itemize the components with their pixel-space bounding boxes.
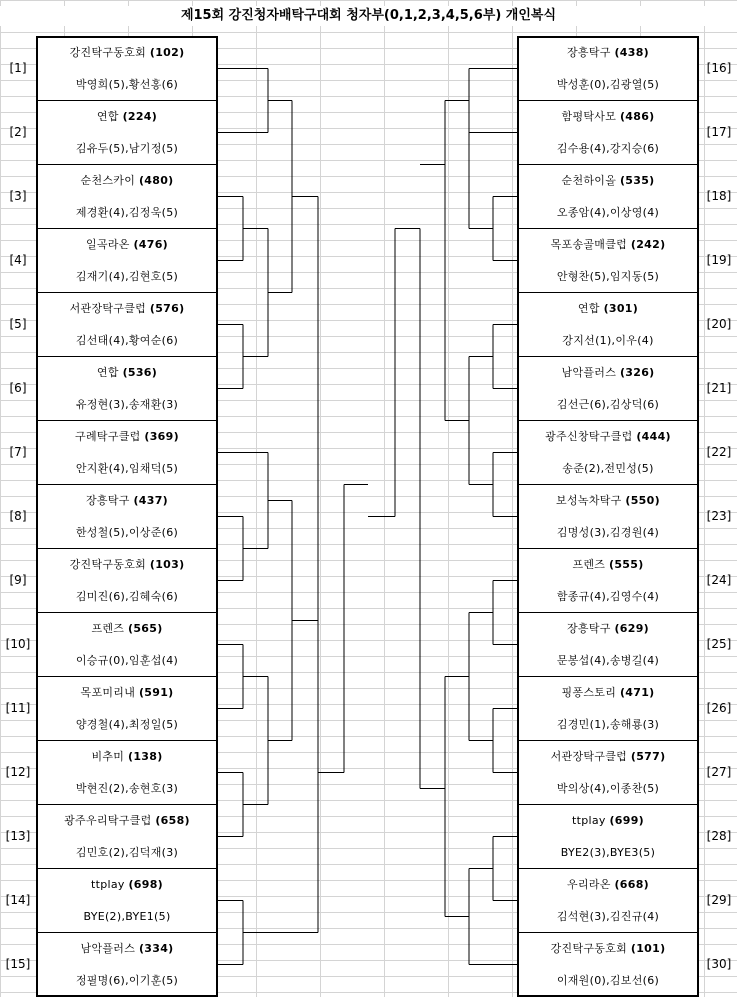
club-number: (535) bbox=[619, 174, 655, 187]
seed-number: [11] bbox=[5, 701, 31, 715]
seed-number: [21] bbox=[706, 381, 732, 395]
team-name bbox=[36, 174, 218, 188]
seed-number: [4] bbox=[9, 253, 27, 267]
team-entry bbox=[36, 356, 218, 420]
seed-number: [26] bbox=[706, 701, 732, 715]
team-name bbox=[36, 622, 218, 636]
club-name: 연합 bbox=[577, 302, 600, 315]
player-names: 이승규(0),임훈섭(4) bbox=[75, 654, 179, 667]
seed-number: [18] bbox=[706, 189, 732, 203]
team-name bbox=[36, 366, 218, 380]
team-entry bbox=[36, 420, 218, 484]
player-names: 김민호(2),김덕재(3) bbox=[75, 846, 179, 859]
team-entry bbox=[36, 804, 218, 868]
club-number: (565) bbox=[128, 622, 163, 635]
team-entry bbox=[517, 868, 699, 932]
player-names: 김수용(4),강지승(6) bbox=[556, 142, 660, 155]
player-names: 정필명(6),이기훈(5) bbox=[75, 974, 179, 987]
player-names: 박성훈(0),김광열(5) bbox=[556, 78, 660, 91]
club-number: (699) bbox=[609, 814, 645, 827]
team-name bbox=[517, 814, 699, 828]
team-name bbox=[36, 238, 218, 252]
team-entry bbox=[36, 228, 218, 292]
team-entry bbox=[36, 484, 218, 548]
player-names: 박의상(4),이종찬(5) bbox=[556, 782, 660, 795]
club-name: 핑퐁스토리 bbox=[561, 686, 617, 699]
club-number: (668) bbox=[614, 878, 650, 891]
seed-number: [23] bbox=[706, 509, 732, 523]
player-names: 송준(2),전민성(5) bbox=[562, 462, 654, 475]
club-name: ttplay bbox=[571, 814, 606, 827]
club-name: 장흥탁구 bbox=[566, 622, 611, 635]
player-names: 한성철(5),이상준(6) bbox=[75, 526, 179, 539]
player-names: 강지선(1),이우(4) bbox=[562, 334, 654, 347]
team-name bbox=[517, 558, 699, 572]
team-name bbox=[517, 174, 699, 188]
club-number: (629) bbox=[614, 622, 650, 635]
club-name: 연합 bbox=[96, 110, 119, 123]
team-name bbox=[36, 46, 218, 60]
seed-number: [5] bbox=[9, 317, 27, 331]
player-names: 유정현(3),송재환(3) bbox=[75, 398, 179, 411]
club-number: (576) bbox=[149, 302, 185, 315]
team-entry bbox=[517, 932, 699, 996]
club-name: 남악플러스 bbox=[561, 366, 617, 379]
team-name bbox=[517, 686, 699, 700]
team-name bbox=[36, 750, 218, 764]
seed-number: [30] bbox=[706, 957, 732, 971]
seed-number: [14] bbox=[5, 893, 31, 907]
team-name bbox=[36, 110, 218, 124]
club-name: 함평탁사모 bbox=[561, 110, 617, 123]
club-number: (438) bbox=[614, 46, 650, 59]
club-number: (486) bbox=[619, 110, 655, 123]
club-name: 목포송골매클럽 bbox=[550, 238, 628, 251]
team-entry bbox=[36, 740, 218, 804]
club-name: 순천하이올 bbox=[561, 174, 617, 187]
team-name bbox=[36, 814, 218, 828]
seed-number: [20] bbox=[706, 317, 732, 331]
seed-number: [8] bbox=[9, 509, 27, 523]
team-name bbox=[517, 110, 699, 124]
player-names: BYE2(3),BYE3(5) bbox=[560, 846, 656, 859]
seed-number: [13] bbox=[5, 829, 31, 843]
team-entry bbox=[517, 100, 699, 164]
player-names: 김선태(4),황여순(6) bbox=[75, 334, 179, 347]
team-entry bbox=[517, 228, 699, 292]
player-names: 문봉섭(4),송병길(4) bbox=[556, 654, 660, 667]
seed-number: [12] bbox=[5, 765, 31, 779]
club-name: 서관장탁구클럽 bbox=[69, 302, 147, 315]
club-number: (326) bbox=[619, 366, 655, 379]
player-names: 오종암(4),이상영(4) bbox=[556, 206, 660, 219]
team-entry bbox=[517, 676, 699, 740]
player-names: 안지환(4),임채덕(5) bbox=[75, 462, 179, 475]
player-names: 함종규(4),김영수(4) bbox=[556, 590, 660, 603]
club-number: (536) bbox=[122, 366, 158, 379]
seed-number: [15] bbox=[5, 957, 31, 971]
player-names: 김석현(3),김진규(4) bbox=[556, 910, 660, 923]
club-number: (476) bbox=[133, 238, 169, 251]
club-number: (698) bbox=[128, 878, 164, 891]
club-number: (369) bbox=[144, 430, 179, 443]
team-entry bbox=[36, 36, 218, 100]
club-number: (103) bbox=[149, 558, 185, 571]
team-name bbox=[36, 878, 218, 892]
team-entry bbox=[36, 100, 218, 164]
player-names: 김경민(1),송해룡(3) bbox=[556, 718, 660, 731]
club-number: (555) bbox=[609, 558, 644, 571]
club-name: 광주신창탁구클럽 bbox=[545, 430, 633, 443]
seed-number: [1] bbox=[9, 61, 27, 75]
club-number: (334) bbox=[138, 942, 174, 955]
seed-number: [17] bbox=[706, 125, 732, 139]
club-name: 강진탁구동호회 bbox=[69, 558, 147, 571]
player-names: BYE(2),BYE1(5) bbox=[83, 910, 171, 923]
club-number: (591) bbox=[138, 686, 174, 699]
club-name: 구례탁구클럽 bbox=[75, 430, 141, 443]
team-name bbox=[517, 302, 699, 316]
team-name bbox=[36, 942, 218, 956]
team-name bbox=[517, 622, 699, 636]
team-entry bbox=[517, 804, 699, 868]
club-name: 우리라온 bbox=[566, 878, 611, 891]
player-names: 박현진(2),송현호(3) bbox=[75, 782, 179, 795]
player-names: 김유두(5),남기정(5) bbox=[75, 142, 179, 155]
team-entry bbox=[517, 36, 699, 100]
club-name: 순천스카이 bbox=[80, 174, 136, 187]
club-number: (658) bbox=[155, 814, 190, 827]
team-entry bbox=[517, 548, 699, 612]
club-number: (242) bbox=[630, 238, 666, 251]
team-name bbox=[517, 494, 699, 508]
player-names: 제경환(4),김정욱(5) bbox=[75, 206, 179, 219]
seed-number: [29] bbox=[706, 893, 732, 907]
team-name bbox=[517, 366, 699, 380]
club-name: 서관장탁구클럽 bbox=[550, 750, 628, 763]
club-number: (480) bbox=[138, 174, 174, 187]
player-names: 김재기(4),김현호(5) bbox=[75, 270, 179, 283]
team-entry bbox=[517, 612, 699, 676]
seed-number: [6] bbox=[9, 381, 27, 395]
seed-number: [7] bbox=[9, 445, 27, 459]
team-name bbox=[36, 686, 218, 700]
club-name: 강진탁구동호회 bbox=[69, 46, 147, 59]
team-entry bbox=[517, 356, 699, 420]
player-names: 박영희(5),황선홍(6) bbox=[75, 78, 179, 91]
club-number: (102) bbox=[149, 46, 185, 59]
club-number: (138) bbox=[128, 750, 163, 763]
club-name: 장흥탁구 bbox=[566, 46, 611, 59]
team-entry bbox=[36, 548, 218, 612]
seed-number: [22] bbox=[706, 445, 732, 459]
club-name: 일곡라온 bbox=[85, 238, 130, 251]
team-name bbox=[517, 878, 699, 892]
club-name: 목포미리내 bbox=[80, 686, 136, 699]
club-number: (444) bbox=[636, 430, 671, 443]
club-name: 장흥탁구 bbox=[85, 494, 130, 507]
seed-number: [10] bbox=[5, 637, 31, 651]
club-name: 비추미 bbox=[91, 750, 125, 763]
player-names: 이재원(0),김보선(6) bbox=[556, 974, 660, 987]
club-name: 프렌즈 bbox=[572, 558, 606, 571]
club-number: (101) bbox=[630, 942, 666, 955]
seed-number: [25] bbox=[706, 637, 732, 651]
club-number: (301) bbox=[603, 302, 639, 315]
club-name: 연합 bbox=[96, 366, 119, 379]
team-name bbox=[517, 430, 699, 444]
seed-number: [9] bbox=[9, 573, 27, 587]
player-names: 김선근(6),김상덕(6) bbox=[556, 398, 660, 411]
seed-number: [2] bbox=[9, 125, 27, 139]
club-number: (437) bbox=[133, 494, 169, 507]
club-name: 남악플러스 bbox=[80, 942, 136, 955]
seed-number: [19] bbox=[706, 253, 732, 267]
club-name: 보성녹차탁구 bbox=[556, 494, 622, 507]
player-names: 김명성(3),김경원(4) bbox=[556, 526, 660, 539]
team-entry bbox=[36, 612, 218, 676]
seed-number: [24] bbox=[706, 573, 732, 587]
team-entry bbox=[517, 292, 699, 356]
seed-number: [16] bbox=[706, 61, 732, 75]
team-name bbox=[517, 942, 699, 956]
club-name: 강진탁구동호회 bbox=[550, 942, 628, 955]
club-number: (471) bbox=[619, 686, 655, 699]
team-name bbox=[36, 430, 218, 444]
team-entry bbox=[36, 292, 218, 356]
team-entry bbox=[36, 676, 218, 740]
team-entry bbox=[36, 164, 218, 228]
club-name: ttplay bbox=[90, 878, 125, 891]
team-entry bbox=[36, 868, 218, 932]
team-name bbox=[36, 558, 218, 572]
club-number: (550) bbox=[625, 494, 660, 507]
page-title: 제15회 강진청자배탁구대회 청자부(0,1,2,3,4,5,6부) 개인복식 bbox=[0, 6, 737, 26]
team-name bbox=[36, 302, 218, 316]
club-number: (224) bbox=[122, 110, 158, 123]
club-name: 광주우리탁구클럽 bbox=[64, 814, 152, 827]
player-names: 안형찬(5),임지동(5) bbox=[556, 270, 660, 283]
team-name bbox=[517, 238, 699, 252]
team-entry bbox=[517, 164, 699, 228]
team-entry bbox=[517, 484, 699, 548]
team-name bbox=[517, 750, 699, 764]
player-names: 양경철(4),최정일(5) bbox=[75, 718, 179, 731]
team-entry bbox=[517, 420, 699, 484]
team-entry bbox=[517, 740, 699, 804]
team-name bbox=[36, 494, 218, 508]
seed-number: [3] bbox=[9, 189, 27, 203]
seed-number: [28] bbox=[706, 829, 732, 843]
seed-number: [27] bbox=[706, 765, 732, 779]
team-entry bbox=[36, 932, 218, 996]
player-names: 김미진(6),김혜숙(6) bbox=[75, 590, 179, 603]
club-number: (577) bbox=[630, 750, 666, 763]
team-name bbox=[517, 46, 699, 60]
club-name: 프렌즈 bbox=[91, 622, 125, 635]
